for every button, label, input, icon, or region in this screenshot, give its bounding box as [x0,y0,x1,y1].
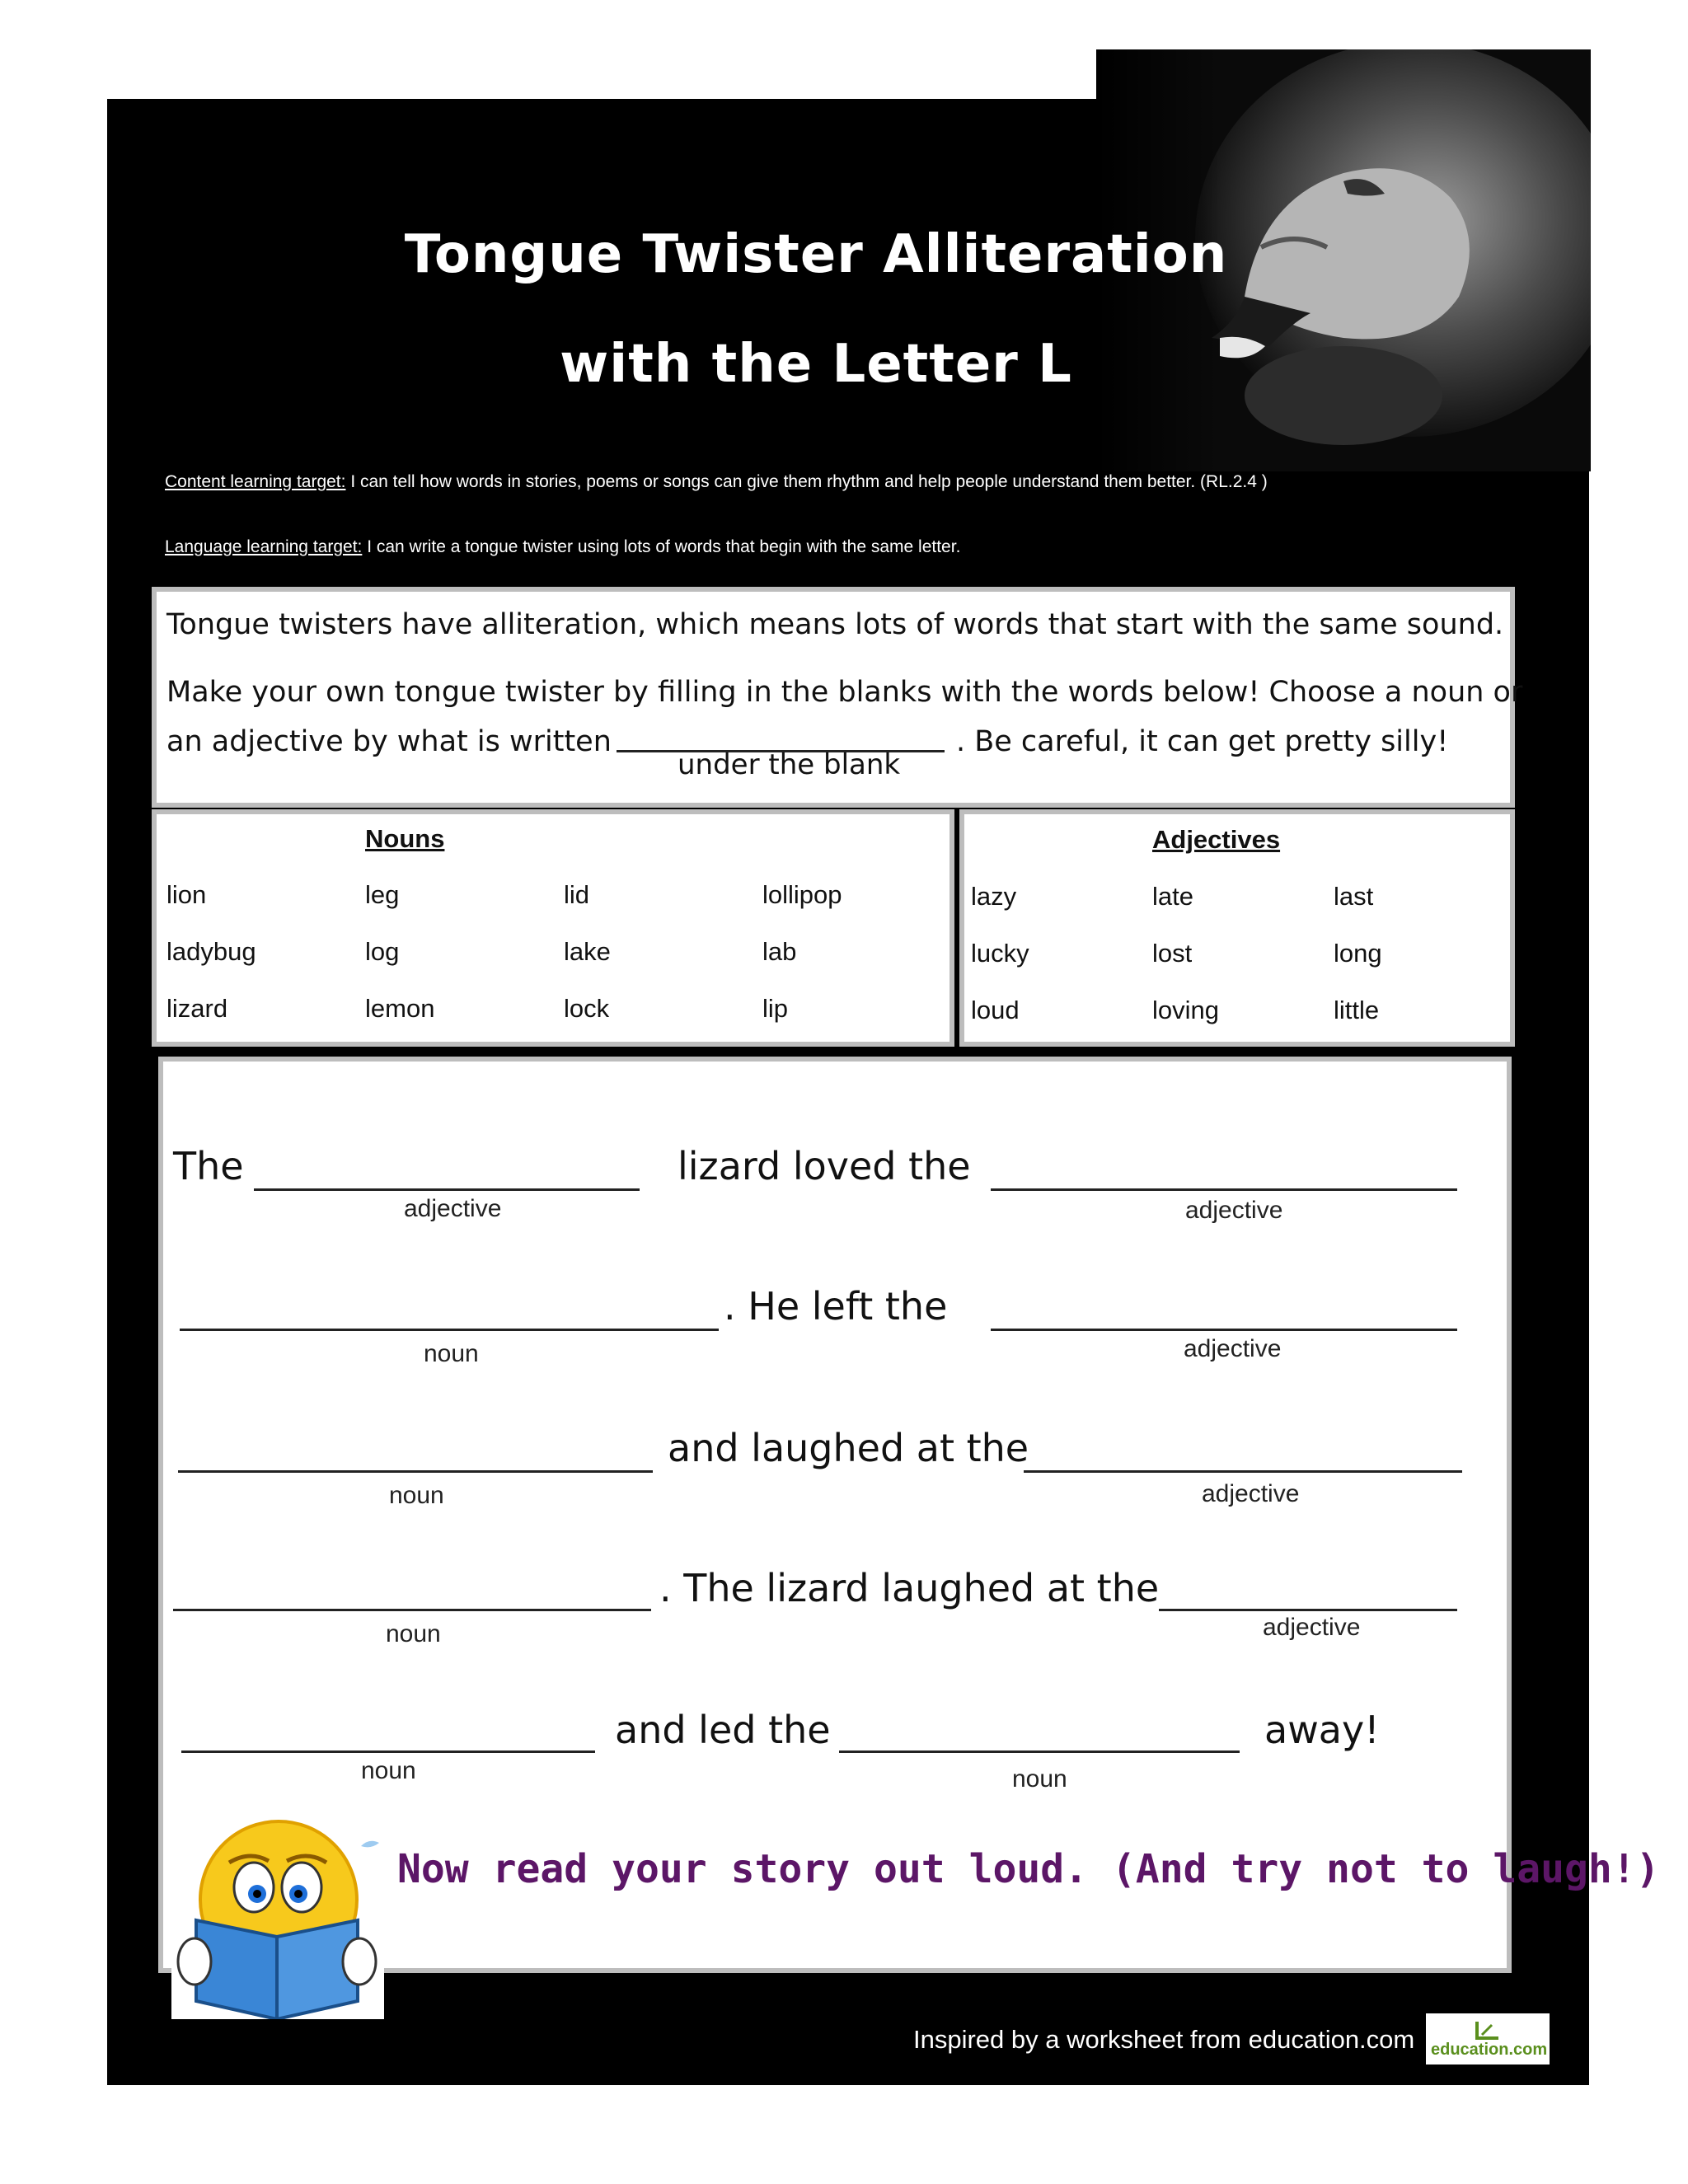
label-noun-3: noun [386,1620,441,1647]
blank-adjective-5[interactable] [1159,1574,1457,1611]
adjective-word: long [1334,939,1382,968]
story-the-lizard-laughed-at-the: . The lizard laughed at the [659,1566,1160,1610]
noun-word: leg [365,880,400,909]
blank-noun-2[interactable] [178,1436,653,1473]
blank-adjective-4[interactable] [1024,1436,1462,1473]
blank-adjective-2[interactable] [991,1154,1457,1191]
blank-adjective-1[interactable] [254,1154,640,1191]
title-line-2: with the Letter L [560,334,1072,395]
adjective-word: little [1334,996,1380,1024]
adjective-word: last [1334,882,1374,911]
noun-word: lab [762,937,797,966]
blank-noun-4[interactable] [181,1716,595,1753]
noun-word: lock [564,994,610,1023]
story-he-left-the: . He left the [724,1284,948,1329]
noun-word: ladybug [166,937,256,966]
story-lizard-loved-the: lizard loved the [678,1144,971,1188]
story-the: The [173,1144,244,1188]
story-away: away! [1264,1708,1380,1752]
label-noun-1: noun [424,1340,479,1367]
label-adjective-3: adjective [1184,1335,1282,1362]
label-adjective-4: adjective [1202,1480,1300,1507]
label-noun-5: noun [1012,1765,1067,1793]
label-noun-2: noun [389,1482,444,1509]
intro-line-3b: . Be careful, it can get pretty silly! [956,725,1449,758]
adjective-word: loving [1152,996,1219,1024]
language-target-label: Language learning target: [165,537,363,556]
title-line-1: Tongue Twister Alliteration [404,224,1228,285]
story-and-led-the: and led the [615,1708,831,1752]
adjective-word: lucky [971,939,1029,968]
blank-noun-5[interactable] [839,1716,1240,1753]
adjective-word: late [1152,882,1193,911]
content-target-label: Content learning target: [165,472,346,491]
noun-word: lake [564,937,611,966]
label-noun-4: noun [361,1757,416,1784]
noun-word: log [365,937,400,966]
noun-word: lip [762,994,789,1023]
label-adjective-5: adjective [1263,1614,1361,1641]
logo-book-icon [1474,2018,1502,2041]
noun-word: lid [564,880,590,909]
content-learning-target [165,472,1268,492]
nouns-heading: Nouns [365,824,445,853]
language-learning-target [165,537,960,557]
logo-text: education.com [1431,2041,1548,2059]
adjectives-heading: Adjectives [1152,825,1281,854]
blank-adjective-3[interactable] [991,1294,1457,1331]
label-adjective-1: adjective [404,1195,502,1222]
nouns-panel [152,809,954,1047]
footer-credit: Inspired by a worksheet from education.com [913,2025,1415,2054]
content-target-text: I can tell how words in stories, poems or songs can give them rhythm and help people understand them better. (RL.2.4 ) [345,472,1268,491]
label-adjective-2: adjective [1185,1197,1283,1224]
under-the-blank-label: under the blank [678,748,901,781]
intro-line-2: Make your own tongue twister by filling in the blanks with the words below! Choose a noun or [166,676,1523,709]
noun-word: lizard [166,994,228,1023]
adjective-word: lost [1152,939,1193,968]
adjective-word: lazy [971,882,1017,911]
noun-word: lemon [365,994,435,1023]
noun-word: lollipop [762,880,842,909]
education-com-logo[interactable] [1426,2013,1550,2064]
language-target-text: I can write a tongue twister using lots of words that begin with the same letter. [362,537,961,556]
blank-noun-1[interactable] [180,1294,719,1331]
intro-line-1: Tongue twisters have alliteration, which means lots of words that start with the same sound. [166,608,1504,641]
blank-noun-3[interactable] [173,1574,651,1611]
reading-smiley-icon [171,1813,384,2019]
final-message: Now read your story out loud. (And try not to laugh!) [397,1846,1660,1892]
story-and-laughed-at-the: and laughed at the [668,1426,1029,1470]
intro-line-3a: an adjective by what is written [166,725,612,758]
adjective-word: loud [971,996,1020,1024]
noun-word: lion [166,880,207,909]
